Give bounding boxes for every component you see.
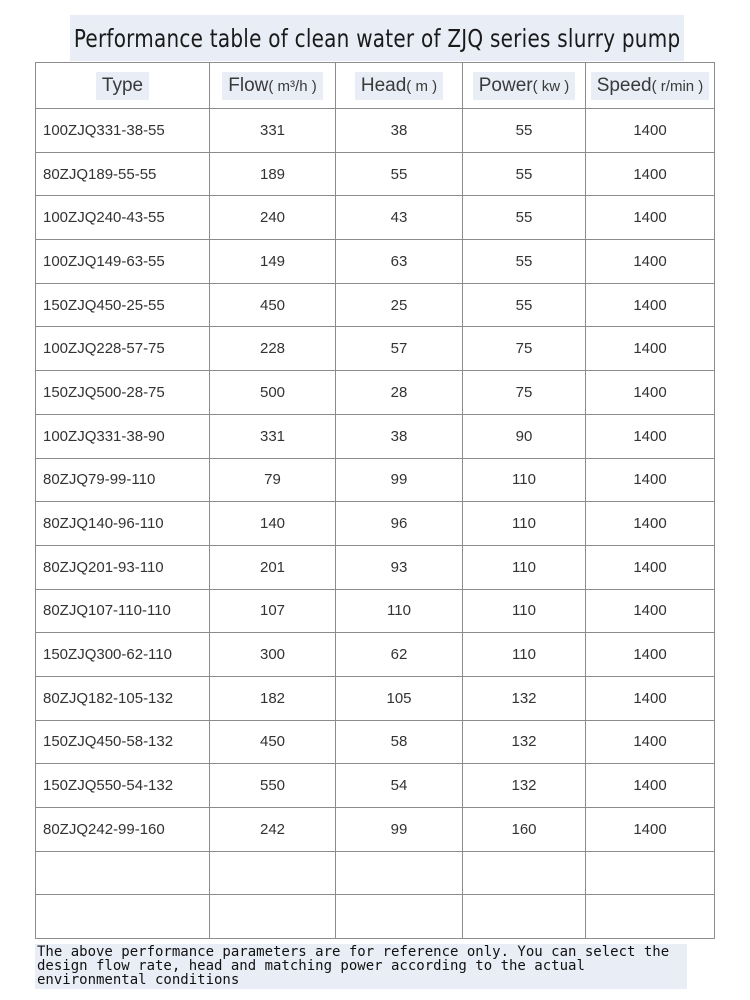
cell-flow: 228 (210, 327, 336, 371)
cell-type: 80ZJQ182-105-132 (36, 676, 210, 720)
cell-power: 160 (463, 808, 586, 852)
cell-type: 150ZJQ450-25-55 (36, 283, 210, 327)
title-band (70, 15, 684, 61)
cell-speed: 1400 (586, 633, 715, 677)
cell-head (336, 851, 463, 895)
table-row (36, 502, 715, 546)
cell-flow (210, 851, 336, 895)
performance-table-wrapper (35, 62, 715, 939)
cell-flow: 182 (210, 676, 336, 720)
cell-flow: 189 (210, 152, 336, 196)
cell-power: 110 (463, 458, 586, 502)
cell-head: 38 (336, 414, 463, 458)
table-row (36, 458, 715, 502)
cell-flow: 201 (210, 545, 336, 589)
cell-head: 99 (336, 458, 463, 502)
cell-head: 58 (336, 720, 463, 764)
cell-speed: 1400 (586, 240, 715, 284)
cell-type: 80ZJQ189-55-55 (36, 152, 210, 196)
table-row (36, 109, 715, 153)
cell-speed: 1400 (586, 283, 715, 327)
cell-speed: 1400 (586, 196, 715, 240)
cell-speed: 1400 (586, 764, 715, 808)
cell-flow: 107 (210, 589, 336, 633)
header-speed: Speed( r/min ) (586, 63, 715, 109)
header-flow: Flow( m³/h ) (210, 63, 336, 109)
cell-power: 110 (463, 589, 586, 633)
cell-speed: 1400 (586, 327, 715, 371)
table-row (36, 851, 715, 895)
cell-speed: 1400 (586, 808, 715, 852)
cell-head: 54 (336, 764, 463, 808)
cell-head: 62 (336, 633, 463, 677)
cell-type (36, 851, 210, 895)
table-row (36, 327, 715, 371)
footnote: The above performance parameters are for reference only. You can select the design flow rate, head and matching power according to the actual environmental conditions (35, 944, 687, 989)
cell-speed: 1400 (586, 545, 715, 589)
cell-speed: 1400 (586, 152, 715, 196)
cell-type: 80ZJQ140-96-110 (36, 502, 210, 546)
table-row (36, 676, 715, 720)
performance-table (35, 62, 715, 939)
cell-head: 57 (336, 327, 463, 371)
cell-power: 75 (463, 371, 586, 415)
cell-flow: 450 (210, 720, 336, 764)
cell-speed: 1400 (586, 414, 715, 458)
cell-type: 100ZJQ331-38-90 (36, 414, 210, 458)
cell-speed: 1400 (586, 589, 715, 633)
cell-type: 150ZJQ300-62-110 (36, 633, 210, 677)
cell-type: 100ZJQ331-38-55 (36, 109, 210, 153)
cell-power: 90 (463, 414, 586, 458)
cell-type: 150ZJQ450-58-132 (36, 720, 210, 764)
cell-speed: 1400 (586, 720, 715, 764)
table-header-row (36, 63, 715, 109)
cell-power: 132 (463, 676, 586, 720)
cell-power: 132 (463, 764, 586, 808)
cell-flow: 240 (210, 196, 336, 240)
cell-head: 96 (336, 502, 463, 546)
table-row (36, 240, 715, 284)
cell-flow: 79 (210, 458, 336, 502)
cell-type: 80ZJQ242-99-160 (36, 808, 210, 852)
cell-head: 43 (336, 196, 463, 240)
cell-type: 150ZJQ500-28-75 (36, 371, 210, 415)
cell-flow: 140 (210, 502, 336, 546)
cell-speed (586, 895, 715, 939)
header-type: Type (36, 63, 210, 109)
cell-flow: 149 (210, 240, 336, 284)
cell-head: 105 (336, 676, 463, 720)
cell-type: 100ZJQ240-43-55 (36, 196, 210, 240)
cell-speed: 1400 (586, 458, 715, 502)
cell-flow: 331 (210, 414, 336, 458)
cell-speed: 1400 (586, 676, 715, 720)
cell-flow: 450 (210, 283, 336, 327)
cell-speed (586, 851, 715, 895)
cell-type: 80ZJQ79-99-110 (36, 458, 210, 502)
cell-speed: 1400 (586, 502, 715, 546)
cell-power: 55 (463, 196, 586, 240)
cell-type (36, 895, 210, 939)
table-row (36, 545, 715, 589)
table-row (36, 808, 715, 852)
cell-head: 55 (336, 152, 463, 196)
cell-power: 55 (463, 109, 586, 153)
cell-head: 25 (336, 283, 463, 327)
cell-head (336, 895, 463, 939)
cell-power: 110 (463, 502, 586, 546)
cell-head: 63 (336, 240, 463, 284)
table-row (36, 720, 715, 764)
table-row (36, 371, 715, 415)
cell-flow: 500 (210, 371, 336, 415)
cell-power (463, 851, 586, 895)
table-row (36, 283, 715, 327)
cell-speed: 1400 (586, 371, 715, 415)
table-row (36, 196, 715, 240)
cell-type: 100ZJQ228-57-75 (36, 327, 210, 371)
cell-power: 55 (463, 152, 586, 196)
cell-type: 150ZJQ550-54-132 (36, 764, 210, 808)
cell-head: 38 (336, 109, 463, 153)
cell-speed: 1400 (586, 109, 715, 153)
cell-flow (210, 895, 336, 939)
cell-flow: 242 (210, 808, 336, 852)
cell-type: 100ZJQ149-63-55 (36, 240, 210, 284)
table-row (36, 152, 715, 196)
cell-head: 99 (336, 808, 463, 852)
cell-head: 93 (336, 545, 463, 589)
cell-flow: 550 (210, 764, 336, 808)
cell-flow: 300 (210, 633, 336, 677)
cell-power: 75 (463, 327, 586, 371)
header-power: Power( kw ) (463, 63, 586, 109)
cell-head: 28 (336, 371, 463, 415)
table-row (36, 589, 715, 633)
cell-head: 110 (336, 589, 463, 633)
table-body (36, 109, 715, 939)
page-title: Performance table of clean water of ZJQ series slurry pump (73, 23, 681, 53)
cell-power: 110 (463, 545, 586, 589)
cell-type: 80ZJQ107-110-110 (36, 589, 210, 633)
cell-power: 110 (463, 633, 586, 677)
cell-power (463, 895, 586, 939)
cell-flow: 331 (210, 109, 336, 153)
cell-power: 132 (463, 720, 586, 764)
cell-power: 55 (463, 283, 586, 327)
table-row (36, 764, 715, 808)
cell-type: 80ZJQ201-93-110 (36, 545, 210, 589)
cell-power: 55 (463, 240, 586, 284)
table-row (36, 895, 715, 939)
table-row (36, 414, 715, 458)
table-row (36, 633, 715, 677)
header-head: Head( m ) (336, 63, 463, 109)
